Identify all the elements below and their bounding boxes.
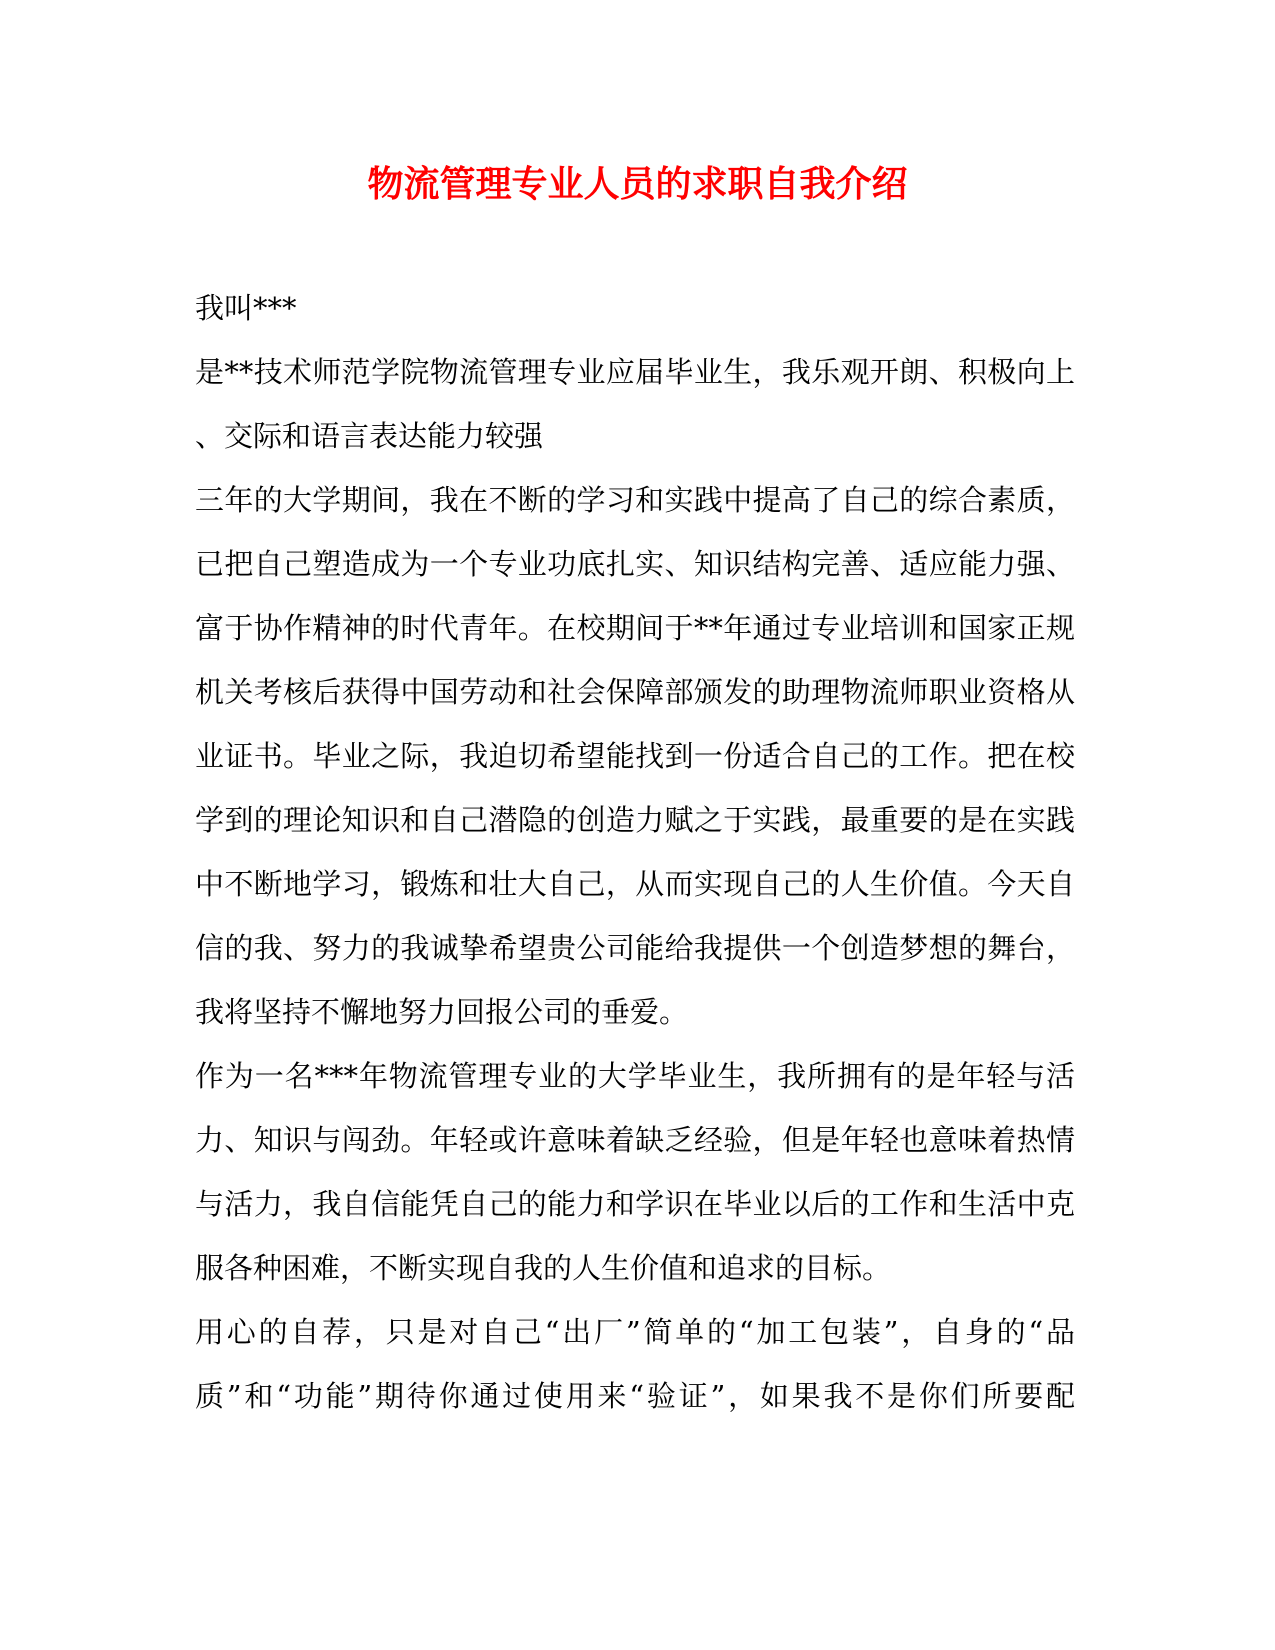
text-line: 用心的自荐，只是对自己“出厂”简单的“加工包装”，自身的“品 [195, 1315, 1075, 1349]
text-line: 质”和“功能”期待你通过使用来“验证”，如果我不是你们所要配 [195, 1379, 1075, 1413]
text-line: 学到的理论知识和自己潜隐的创造力赋之于实践，最重要的是在实践 [195, 803, 1075, 837]
text-line: 我叫*** [195, 291, 297, 325]
document-title: 物流管理专业人员的求职自我介绍 [367, 163, 908, 205]
text-line: 业证书。毕业之际，我迫切希望能找到一份适合自己的工作。把在校 [195, 739, 1075, 773]
text-line: 三年的大学期间，我在不断的学习和实践中提高了自己的综合素质， [195, 483, 1075, 517]
text-line: 信的我、努力的我诚挚希望贵公司能给我提供一个创造梦想的舞台， [195, 931, 1075, 965]
text-line: 与活力，我自信能凭自己的能力和学识在毕业以后的工作和生活中克 [195, 1187, 1075, 1221]
text-line: 、交际和语言表达能力较强 [195, 419, 544, 453]
text-line: 机关考核后获得中国劳动和社会保障部颁发的助理物流师职业资格从 [195, 675, 1075, 709]
document-body [195, 276, 1075, 1428]
text-line: 我将坚持不懈地努力回报公司的垂爱。 [195, 995, 689, 1029]
text-line: 中不断地学习，锻炼和壮大自己，从而实现自己的人生价值。今天自 [195, 867, 1075, 901]
text-line: 已把自己塑造成为一个专业功底扎实、知识结构完善、适应能力强、 [195, 547, 1075, 581]
text-line: 力、知识与闯劲。年轻或许意味着缺乏经验，但是年轻也意味着热情 [195, 1123, 1075, 1157]
text-line: 是**技术师范学院物流管理专业应届毕业生，我乐观开朗、积极向上 [195, 355, 1075, 389]
text-line: 富于协作精神的时代青年。在校期间于**年通过专业培训和国家正规 [195, 611, 1075, 645]
text-line: 作为一名***年物流管理专业的大学毕业生，我所拥有的是年轻与活 [195, 1059, 1075, 1093]
text-line: 服各种困难，不断实现自我的人生价值和追求的目标。 [195, 1251, 892, 1285]
